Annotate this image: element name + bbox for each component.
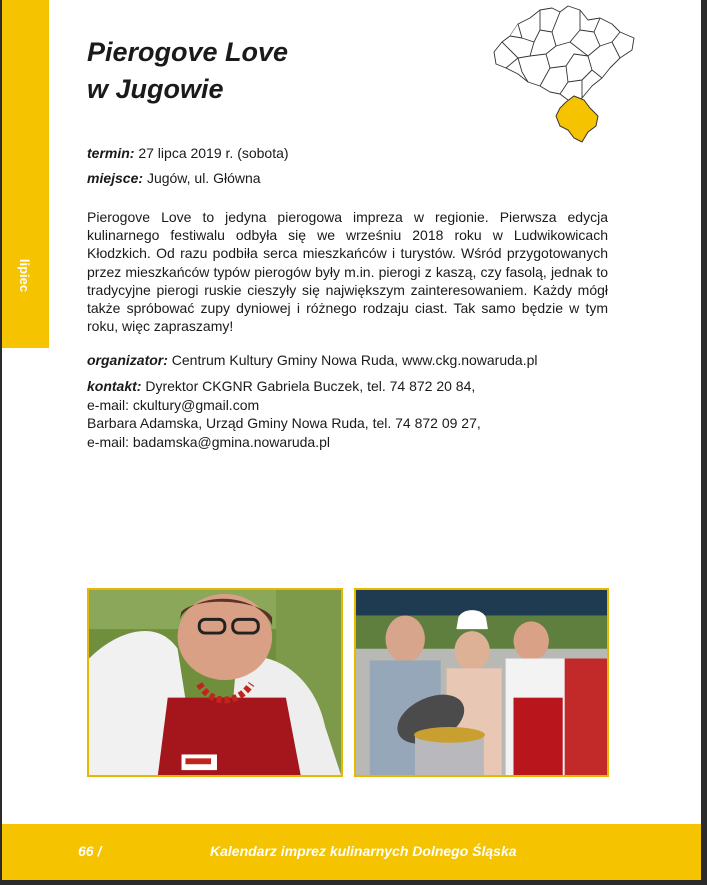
termin-row [87,145,289,161]
photo-group-cooking [354,588,609,777]
event-description: Pierogove Love to jedyna pierogowa impreza w regionie. Pierwsza edycja kulinarnego festiwalu odbyła się we wrześniu 2018 roku w Ludwikowicach Kłodzkich. Od razu podbiła serca mieszkańców i turystów. Wśród przygotowanych przez mieszkańców typów pierogów były m.in. pierogi z kaszą, czy fasolą, jednak to tradycyjne pierogi ruskie cieszyły się największym zainteresowaniem. Każdy mógł także spróbować zupy dyniowej i różnego rodzaju ciast. Tak samo będzie w tym roku, więc zapraszamy! [87,209,608,335]
contact-line2: e-mail: ckultury@gmail.com [87,396,260,413]
miejsce-value: Jugów, ul. Główna [146,170,261,186]
organizer-row [87,352,537,368]
photo-folk-woman [87,588,343,777]
page-footer [2,824,701,880]
organizer-value: Centrum Kultury Gminy Nowa Ruda, www.ckg.nowaruda.pl [171,352,538,368]
highlighted-district [556,96,598,142]
event-title-line2: w Jugowie [87,74,224,104]
miejsce-row [87,170,261,186]
brochure-page [2,0,701,880]
termin-label: termin: [87,145,135,161]
page-number: 66 / [78,843,102,859]
region-map [488,2,638,148]
contact-line1: Dyrektor CKGNR Gabriela Buczek, tel. 74 872 20 84, [145,378,476,394]
footer-title: Kalendarz imprez kulinarnych Dolnego Śląska [210,843,517,859]
month-label: lipiec [17,258,33,292]
event-title [87,34,288,108]
month-side-tab [2,0,49,348]
miejsce-label: miejsce: [87,170,144,186]
termin-value: 27 lipca 2019 r. (sobota) [138,145,289,161]
contact-block [87,377,481,451]
contact-line3: Barbara Adamska, Urząd Gminy Nowa Ruda, tel. 74 872 09 27, [87,415,481,431]
contact-label: kontakt: [87,378,142,394]
contact-line4: e-mail: badamska@gmina.nowaruda.pl [87,433,330,450]
organizer-label: organizator: [87,352,168,368]
event-title-line1: Pierogove Love [87,37,289,67]
